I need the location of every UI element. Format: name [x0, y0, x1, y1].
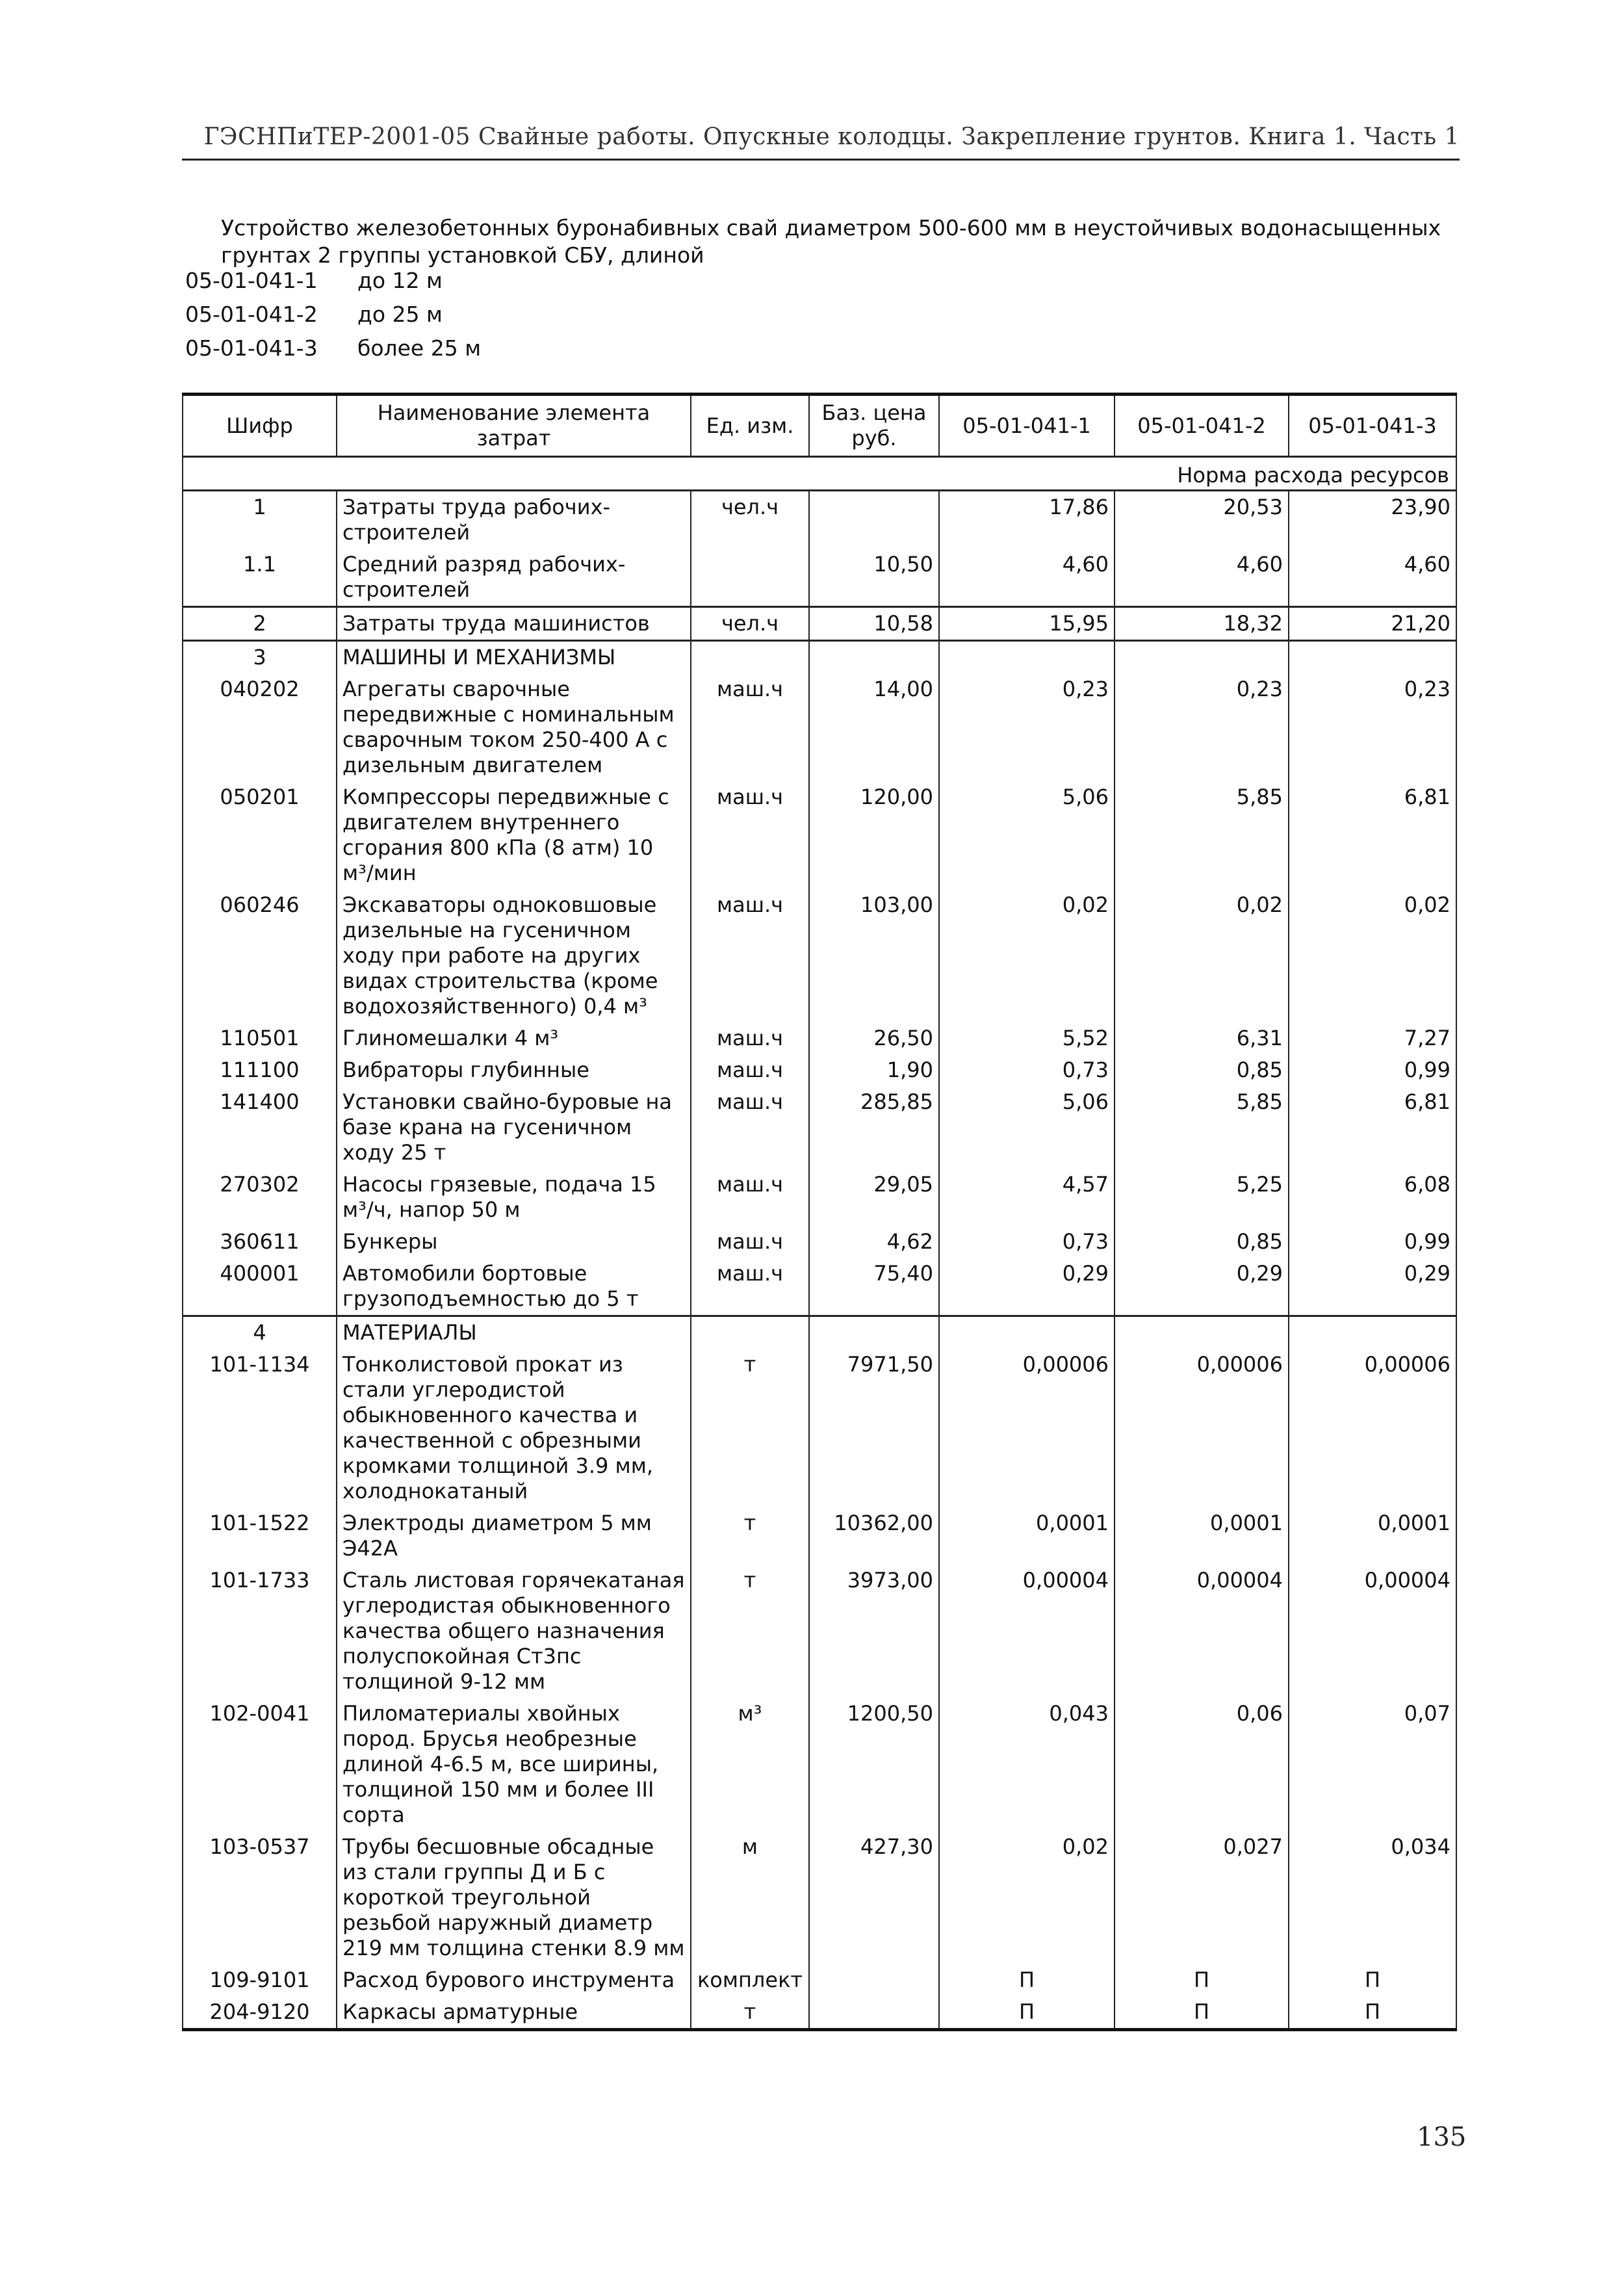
resource-table [182, 393, 1457, 2031]
table-row [183, 781, 1456, 889]
row-name: Автомобили бортовые грузоподъемностью до 5 т [337, 1258, 691, 1316]
row-value-c1: П [939, 1996, 1115, 2030]
row-value-c1: 0,02 [939, 1831, 1115, 1964]
row-value-c3: 0,29 [1289, 1258, 1456, 1316]
row-value-c2: П [1115, 1996, 1289, 2030]
row-unit: маш.ч [691, 673, 809, 781]
row-value-c2: 0,027 [1115, 1831, 1289, 1964]
row-value-c3 [1289, 1316, 1456, 1349]
row-name: Компрессоры передвижные с двигателем внутреннего сгорания 800 кПа (8 атм) 10 м³/мин [337, 781, 691, 889]
row-value-c2: 0,02 [1115, 889, 1289, 1022]
row-code: 101-1733 [183, 1565, 337, 1698]
row-value-c1: 0,0001 [939, 1507, 1115, 1565]
row-unit [691, 641, 809, 674]
row-price [809, 1996, 939, 2030]
row-price: 14,00 [809, 673, 939, 781]
row-price: 1,90 [809, 1054, 939, 1086]
row-value-c3 [1289, 641, 1456, 674]
row-value-c2: 5,25 [1115, 1169, 1289, 1226]
column-header-code: Шифр [183, 395, 337, 457]
row-price: 3973,00 [809, 1565, 939, 1698]
row-price [809, 1316, 939, 1349]
code-line [185, 302, 481, 335]
row-value-c1: 0,29 [939, 1258, 1115, 1316]
row-value-c3: 6,81 [1289, 781, 1456, 889]
row-code: 102-0041 [183, 1698, 337, 1831]
row-unit: м³ [691, 1698, 809, 1831]
row-unit: т [691, 1507, 809, 1565]
row-price: 10362,00 [809, 1507, 939, 1565]
row-value-c2: 0,00004 [1115, 1565, 1289, 1698]
row-name: Пиломатериалы хвойных пород. Брусья необрезные длиной 4-6.5 м, все ширины, толщиной 150 мм и более III сорта [337, 1698, 691, 1831]
row-price: 103,00 [809, 889, 939, 1022]
row-value-c3: 0,0001 [1289, 1507, 1456, 1565]
row-value-c3: 0,00004 [1289, 1565, 1456, 1698]
row-code: 2 [183, 607, 337, 641]
row-value-c3: 0,02 [1289, 889, 1456, 1022]
row-value-c3: 0,00006 [1289, 1349, 1456, 1507]
row-value-c1: 0,02 [939, 889, 1115, 1022]
row-price [809, 641, 939, 674]
row-value-c3: 7,27 [1289, 1022, 1456, 1054]
row-code: 270302 [183, 1169, 337, 1226]
column-header-unit: Ед. изм. [691, 395, 809, 457]
table-row [183, 1022, 1456, 1054]
table-row [183, 1507, 1456, 1565]
row-code: 111100 [183, 1054, 337, 1086]
row-unit: маш.ч [691, 781, 809, 889]
row-value-c1 [939, 641, 1115, 674]
row-unit: маш.ч [691, 1258, 809, 1316]
row-price: 4,62 [809, 1226, 939, 1258]
row-code: 103-0537 [183, 1831, 337, 1964]
row-unit: маш.ч [691, 1226, 809, 1258]
column-header-c3: 05-01-041-3 [1289, 395, 1456, 457]
row-value-c1: 0,043 [939, 1698, 1115, 1831]
code-line [185, 335, 481, 369]
row-price: 285,85 [809, 1086, 939, 1169]
row-code: 050201 [183, 781, 337, 889]
row-value-c3: П [1289, 1964, 1456, 1996]
table-row [183, 641, 1456, 674]
row-unit: т [691, 1349, 809, 1507]
table-header-row [183, 395, 1456, 457]
row-price: 29,05 [809, 1169, 939, 1226]
row-value-c2: 4,60 [1115, 549, 1289, 607]
row-name: Каркасы арматурные [337, 1996, 691, 2030]
column-header-name: Наименование элемента затрат [337, 395, 691, 457]
code-line [185, 268, 481, 302]
table-row [183, 549, 1456, 607]
row-price [809, 491, 939, 549]
running-header: ГЭСНПиТЕР-2001-05 Свайные работы. Опускные колодцы. Закрепление грунтов. Книга 1. Часть 1 [203, 124, 1460, 150]
row-value-c1 [939, 1316, 1115, 1349]
row-value-c1: 5,52 [939, 1022, 1115, 1054]
row-value-c1: П [939, 1964, 1115, 1996]
row-value-c2: 6,31 [1115, 1022, 1289, 1054]
table-row [183, 1316, 1456, 1349]
code-description: до 12 м [357, 268, 443, 293]
row-code: 141400 [183, 1086, 337, 1169]
row-name: Насосы грязевые, подача 15 м³/ч, напор 50 м [337, 1169, 691, 1226]
row-price: 427,30 [809, 1831, 939, 1964]
row-name: Средний разряд рабочих-строителей [337, 549, 691, 607]
code-number: 05-01-041-1 [185, 268, 318, 293]
row-unit: маш.ч [691, 1086, 809, 1169]
row-value-c2: 20,53 [1115, 491, 1289, 549]
row-unit: чел.ч [691, 607, 809, 641]
row-name: Расход бурового инструмента [337, 1964, 691, 1996]
row-value-c2: П [1115, 1964, 1289, 1996]
row-value-c2: 0,0001 [1115, 1507, 1289, 1565]
row-value-c1: 4,57 [939, 1169, 1115, 1226]
row-code: 3 [183, 641, 337, 674]
norm-caption: Норма расхода ресурсов [183, 457, 1456, 491]
table-row [183, 607, 1456, 641]
row-code: 4 [183, 1316, 337, 1349]
row-value-c3: 6,08 [1289, 1169, 1456, 1226]
row-unit: чел.ч [691, 491, 809, 549]
code-number: 05-01-041-2 [185, 302, 318, 327]
page-number: 135 [1417, 2122, 1467, 2152]
row-price [809, 1964, 939, 1996]
row-unit: маш.ч [691, 1169, 809, 1226]
row-name: Затраты труда рабочих-строителей [337, 491, 691, 549]
table-row [183, 1349, 1456, 1507]
row-price: 1200,50 [809, 1698, 939, 1831]
table-row [183, 491, 1456, 549]
table-row [183, 1226, 1456, 1258]
row-price: 75,40 [809, 1258, 939, 1316]
row-code: 400001 [183, 1258, 337, 1316]
table-row [183, 673, 1456, 781]
row-price: 10,50 [809, 549, 939, 607]
code-description: более 25 м [357, 335, 482, 361]
table-row [183, 1565, 1456, 1698]
row-value-c2: 5,85 [1115, 781, 1289, 889]
table-row [183, 1086, 1456, 1169]
row-value-c2: 0,23 [1115, 673, 1289, 781]
table-row [183, 1996, 1456, 2030]
row-value-c3: 23,90 [1289, 491, 1456, 549]
code-description: до 25 м [357, 302, 443, 327]
row-value-c3: 0,034 [1289, 1831, 1456, 1964]
row-code: 1.1 [183, 549, 337, 607]
row-unit: маш.ч [691, 889, 809, 1022]
row-unit: м [691, 1831, 809, 1964]
row-value-c2: 5,85 [1115, 1086, 1289, 1169]
column-header-price: Баз. цена руб. [809, 395, 939, 457]
row-value-c3: 21,20 [1289, 607, 1456, 641]
row-value-c1: 0,73 [939, 1054, 1115, 1086]
row-code: 110501 [183, 1022, 337, 1054]
row-value-c3: П [1289, 1996, 1456, 2030]
row-name: Глиномешалки 4 м³ [337, 1022, 691, 1054]
row-value-c3: 0,99 [1289, 1226, 1456, 1258]
row-value-c3: 0,23 [1289, 673, 1456, 781]
row-price: 26,50 [809, 1022, 939, 1054]
row-value-c1: 5,06 [939, 1086, 1115, 1169]
row-name: Вибраторы глубинные [337, 1054, 691, 1086]
row-value-c2: 0,29 [1115, 1258, 1289, 1316]
row-value-c1: 5,06 [939, 781, 1115, 889]
row-value-c1: 0,73 [939, 1226, 1115, 1258]
row-code: 060246 [183, 889, 337, 1022]
row-code: 1 [183, 491, 337, 549]
column-header-c1: 05-01-041-1 [939, 395, 1115, 457]
row-name: МАШИНЫ И МЕХАНИЗМЫ [337, 641, 691, 674]
row-value-c3: 6,81 [1289, 1086, 1456, 1169]
table-row [183, 1169, 1456, 1226]
table-row [183, 1831, 1456, 1964]
norm-caption-row [183, 457, 1456, 491]
row-name: МАТЕРИАЛЫ [337, 1316, 691, 1349]
row-value-c2: 0,06 [1115, 1698, 1289, 1831]
row-unit: маш.ч [691, 1022, 809, 1054]
table-row [183, 1258, 1456, 1316]
row-value-c1: 17,86 [939, 491, 1115, 549]
column-header-c2: 05-01-041-2 [1115, 395, 1289, 457]
row-value-c2: 0,85 [1115, 1054, 1289, 1086]
row-code: 101-1134 [183, 1349, 337, 1507]
row-value-c2: 0,85 [1115, 1226, 1289, 1258]
row-name: Сталь листовая горячекатаная углеродистая обыкновенного качества общего назначения полуспокойная Ст3пс толщиной 9-12 мм [337, 1565, 691, 1698]
header-rule [182, 159, 1460, 161]
row-unit: т [691, 1565, 809, 1698]
row-value-c1: 0,00004 [939, 1565, 1115, 1698]
table-row [183, 889, 1456, 1022]
row-price: 120,00 [809, 781, 939, 889]
row-value-c2 [1115, 1316, 1289, 1349]
row-name: Затраты труда машинистов [337, 607, 691, 641]
row-unit: маш.ч [691, 1054, 809, 1086]
row-code: 101-1522 [183, 1507, 337, 1565]
row-value-c2 [1115, 641, 1289, 674]
table-row [183, 1964, 1456, 1996]
code-number: 05-01-041-3 [185, 335, 318, 361]
row-value-c1: 15,95 [939, 607, 1115, 641]
row-name: Агрегаты сварочные передвижные с номинальным сварочным током 250-400 А с дизельным двигателем [337, 673, 691, 781]
row-code: 360611 [183, 1226, 337, 1258]
row-value-c3: 0,99 [1289, 1054, 1456, 1086]
row-value-c2: 0,00006 [1115, 1349, 1289, 1507]
table-row [183, 1698, 1456, 1831]
code-list [185, 268, 481, 369]
row-code: 109-9101 [183, 1964, 337, 1996]
row-name: Трубы бесшовные обсадные из стали группы Д и Б с короткой треугольной резьбой наружный диаметр 219 мм толщина стенки 8.9 мм [337, 1831, 691, 1964]
row-value-c3: 0,07 [1289, 1698, 1456, 1831]
row-unit [691, 549, 809, 607]
row-price: 7971,50 [809, 1349, 939, 1507]
row-value-c1: 4,60 [939, 549, 1115, 607]
table-row [183, 1054, 1456, 1086]
row-name: Тонколистовой прокат из стали углеродистой обыкновенного качества и качественной с обрезными кромками толщиной 3.9 мм, холоднокатаный [337, 1349, 691, 1507]
row-value-c2: 18,32 [1115, 607, 1289, 641]
row-unit [691, 1316, 809, 1349]
row-value-c3: 4,60 [1289, 549, 1456, 607]
section-description: Устройство железобетонных буронабивных свай диаметром 500-600 мм в неустойчивых водонасыщенных грунтах 2 группы установкой СБУ, длиной [221, 215, 1441, 268]
row-code: 040202 [183, 673, 337, 781]
row-value-c1: 0,00006 [939, 1349, 1115, 1507]
row-unit: комплект [691, 1964, 809, 1996]
row-name: Установки свайно-буровые на базе крана на гусеничном ходу 25 т [337, 1086, 691, 1169]
row-unit: т [691, 1996, 809, 2030]
row-code: 204-9120 [183, 1996, 337, 2030]
row-name: Экскаваторы одноковшовые дизельные на гусеничном ходу при работе на других видах строительства (кроме водохозяйственного) 0,4 м³ [337, 889, 691, 1022]
row-name: Бункеры [337, 1226, 691, 1258]
row-name: Электроды диаметром 5 мм Э42А [337, 1507, 691, 1565]
row-price: 10,58 [809, 607, 939, 641]
row-value-c1: 0,23 [939, 673, 1115, 781]
